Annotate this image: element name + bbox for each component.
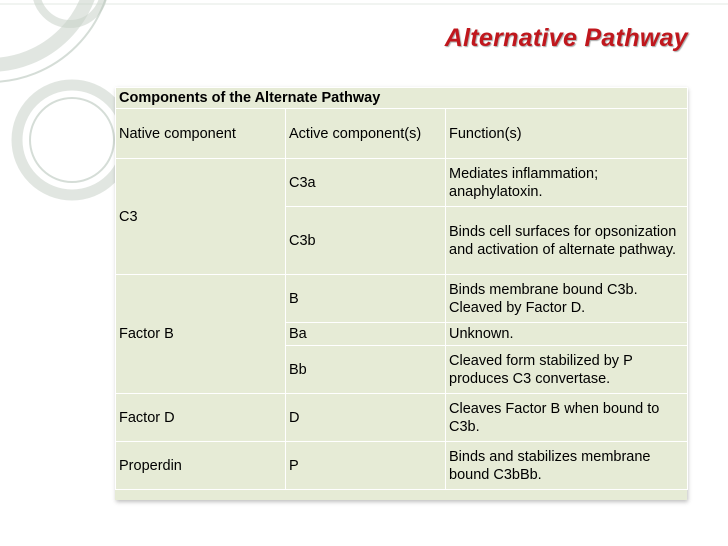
table-header-row — [116, 109, 688, 159]
slide-title: Alternative Pathway — [444, 24, 688, 52]
active-cell: C3b — [286, 207, 446, 275]
native-cell-c3: C3 — [116, 159, 286, 275]
active-cell: P — [286, 442, 446, 490]
table-row — [116, 442, 688, 490]
header-active-components: Active component(s) — [286, 109, 446, 159]
active-cell: B — [286, 275, 446, 323]
decor-ring-medium — [17, 85, 127, 195]
native-cell-factor-d: Factor D — [116, 394, 286, 442]
table-row — [116, 159, 688, 207]
decor-ring-outer — [0, 0, 112, 82]
function-cell: Binds membrane bound C3b. Cleaved by Factor D. — [446, 275, 688, 323]
function-cell: Binds cell surfaces for opsonization and activation of alternate pathway. — [446, 207, 688, 275]
function-cell: Mediates inflammation; anaphylatoxin. — [446, 159, 688, 207]
decor-ring-inner — [30, 98, 114, 182]
table-caption-row — [116, 88, 688, 109]
active-cell: Ba — [286, 323, 446, 346]
native-cell-properdin: Properdin — [116, 442, 286, 490]
function-cell: Cleaved form stabilized by P produces C3 convertase. — [446, 346, 688, 394]
function-cell: Cleaves Factor B when bound to C3b. — [446, 394, 688, 442]
function-cell: Unknown. — [446, 323, 688, 346]
function-cell: Binds and stabilizes membrane bound C3bBb. — [446, 442, 688, 490]
native-cell-factor-b: Factor B — [116, 275, 286, 394]
header-functions: Function(s) — [446, 109, 688, 159]
active-cell: Bb — [286, 346, 446, 394]
active-cell: D — [286, 394, 446, 442]
decor-ring-small — [36, 0, 104, 24]
table-row — [116, 394, 688, 442]
decor-ring-large — [0, 0, 95, 65]
components-table — [115, 87, 688, 490]
table-caption: Components of the Alternate Pathway — [116, 88, 688, 109]
table-row — [116, 275, 688, 323]
header-native-component: Native component — [116, 109, 286, 159]
components-table-container — [115, 87, 687, 500]
active-cell: C3a — [286, 159, 446, 207]
